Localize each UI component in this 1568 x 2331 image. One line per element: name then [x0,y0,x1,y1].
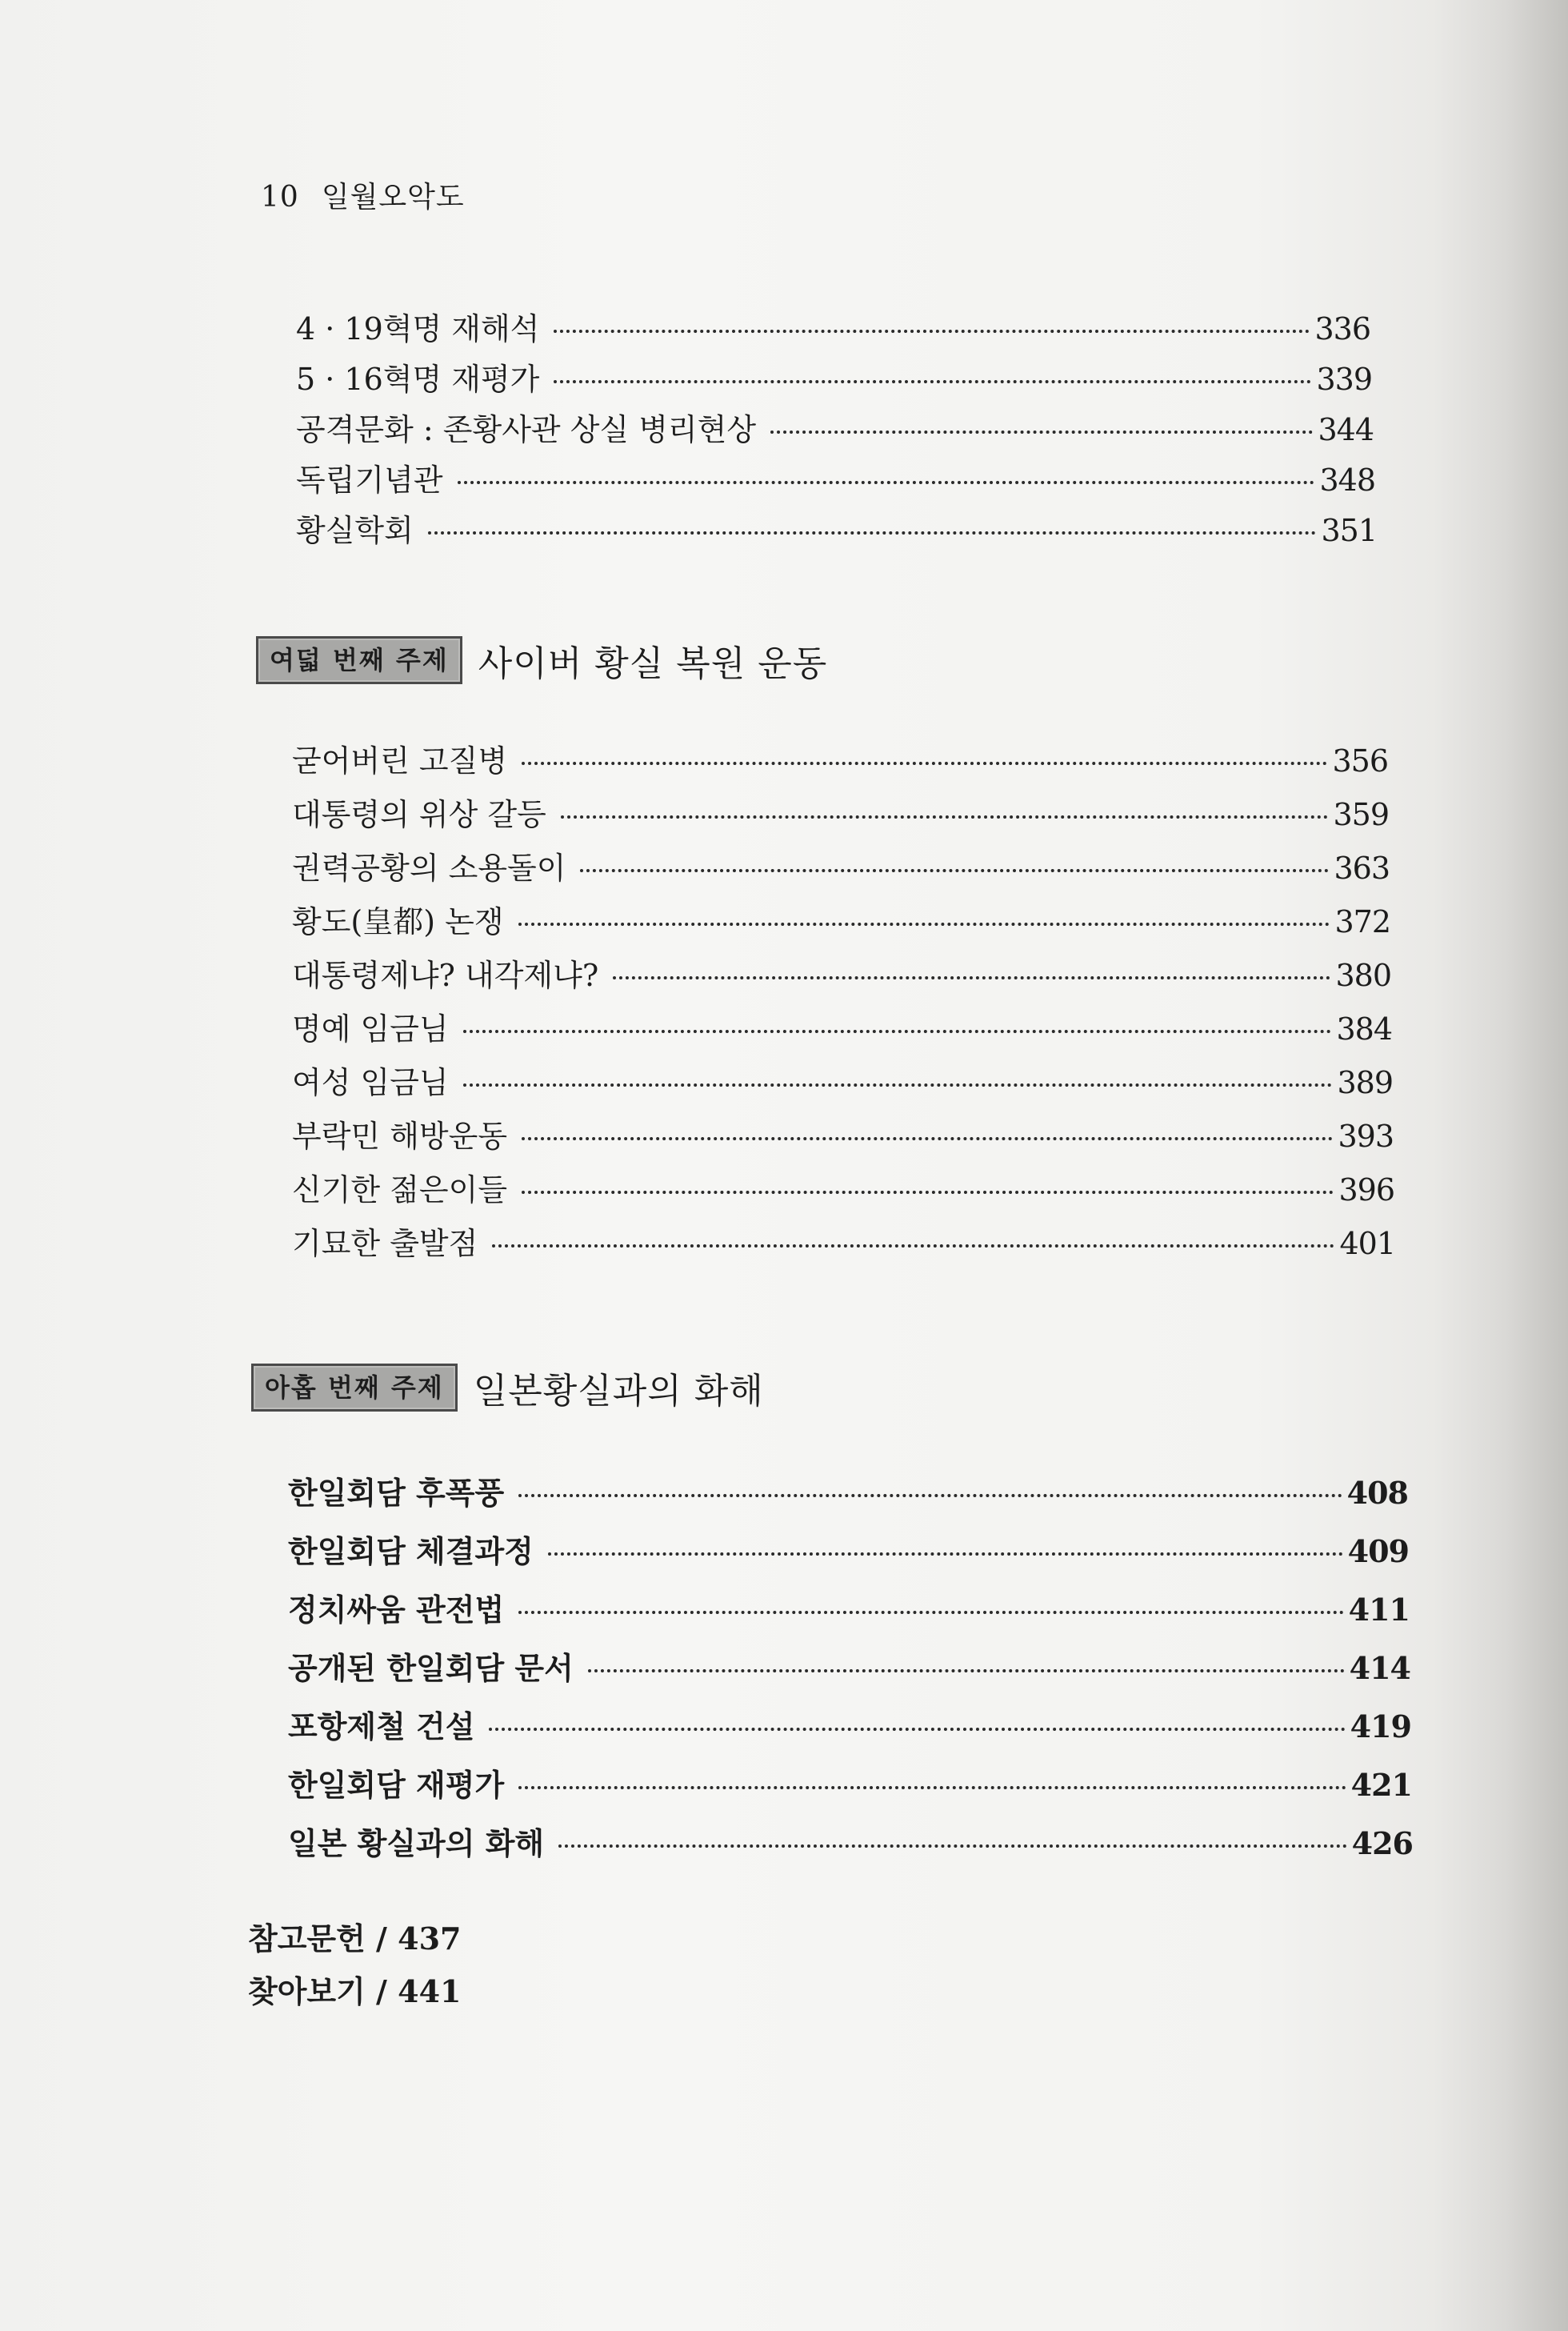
toc-entry-title: 대통령제냐? 내각제냐? [292,958,599,993]
section-title: 일본황실과의 화해 [473,1371,764,1412]
dot-leader [580,869,1329,872]
toc-entry [292,1004,1392,1048]
toc-entry-title: 공개된 한일회담 문서 [288,1650,574,1686]
toc-entry [288,1702,1411,1746]
book-title: 일월오악도 [321,181,465,214]
dot-leader [518,1786,1346,1789]
toc-entry-page: 372 [1334,904,1390,939]
toc-entry-title: 독립기념관 [296,463,443,498]
toc-entry-page: 348 [1319,463,1375,498]
toc-entry [292,897,1390,941]
toc-entry [288,1468,1408,1512]
toc-entry [296,354,1372,399]
toc-entry [296,455,1375,499]
toc-entry-page: 426 [1351,1825,1413,1861]
section-title: 사이버 황실 복원 운동 [478,643,828,684]
dot-leader [458,481,1315,484]
toc-entry-page: 380 [1335,958,1391,993]
toc-entry-page: 411 [1348,1592,1410,1628]
toc-entry-page: 389 [1337,1065,1393,1100]
toc-entry [292,1165,1394,1209]
dot-leader [554,330,1310,333]
toc-entry [296,506,1377,550]
dot-leader [554,380,1311,383]
dot-leader [548,1552,1343,1556]
toc-entry [296,304,1370,348]
toc-entry [288,1527,1409,1571]
toc-entry-page: 351 [1321,513,1377,548]
toc-entry-title: 한일회담 후폭풍 [288,1475,505,1511]
toc-entry-title: 황도(皇都) 논쟁 [292,904,504,939]
toc-entry [292,1111,1394,1155]
toc-entry-page: 401 [1339,1226,1395,1261]
toc-entry-title: 부락민 해방운동 [292,1119,508,1154]
toc-entry-page: 344 [1318,412,1374,447]
dot-leader [518,923,1330,926]
dot-leader [522,1137,1333,1140]
dot-leader [489,1728,1345,1731]
dot-leader [518,1611,1343,1614]
toc-entry-page: 384 [1336,1011,1392,1047]
toc-entry-title: 일본 황실과의 화해 [288,1825,545,1861]
toc-entry [288,1819,1413,1863]
toc-entry-title: 기묘한 출발점 [292,1226,478,1261]
toc-entry-title: 공격문화 : 존황사관 상실 병리현상 [296,412,757,447]
toc-entry-title: 정치싸움 관전법 [288,1592,505,1628]
dot-leader [463,1083,1333,1087]
toc-entry [288,1760,1412,1804]
toc-entry-title: 한일회담 체결과정 [288,1533,534,1569]
toc-entry [288,1585,1410,1629]
toc-entry [292,1219,1395,1263]
toc-entry-title: 한일회담 재평가 [288,1767,505,1803]
toc-entry-page: 336 [1314,311,1370,346]
dot-leader [558,1844,1347,1848]
toc-entry [292,790,1389,834]
toc-entry-title: 권력공황의 소용돌이 [292,851,566,886]
toc-entry-page: 339 [1316,362,1372,397]
toc-entry-title: 5 · 16혁명 재평가 [296,362,540,397]
toc-entry [292,1058,1393,1102]
toc-entry [292,843,1390,887]
toc-entry-title: 4 · 19혁명 재해석 [296,311,540,346]
dot-leader [492,1244,1334,1248]
toc-entry-title: 황실학회 [296,513,414,548]
appendix-index: 찾아보기 / 441 [248,1973,462,2009]
toc-entry-page: 363 [1334,851,1390,886]
toc-entry-page: 414 [1349,1650,1410,1686]
dot-leader [518,1494,1342,1497]
toc-entry-page: 419 [1350,1708,1411,1744]
toc-entry-title: 굳어버린 고질병 [292,743,508,779]
dot-leader [522,1191,1334,1194]
toc-entry [292,736,1388,780]
toc-entry-page: 356 [1332,743,1388,779]
section-badge: 여덟 번째 주제 [256,636,462,684]
toc-entry-page: 393 [1338,1119,1394,1154]
page-number: 10 [261,181,299,214]
toc-entry [296,405,1374,449]
section-9-heading [251,1362,764,1413]
toc-entry-page: 408 [1346,1475,1408,1511]
dot-leader [428,531,1317,535]
toc-entry-page: 396 [1338,1172,1394,1208]
dot-leader [463,1030,1332,1033]
toc-entry [292,951,1391,995]
toc-entry-title: 명예 임금님 [292,1011,449,1047]
section-8-heading [256,635,827,686]
dot-leader [770,431,1313,434]
toc-entry-page: 359 [1333,797,1389,832]
toc-entry-title: 여성 임금님 [292,1065,449,1100]
toc-entry-page: 409 [1347,1533,1409,1569]
dot-leader [613,976,1330,979]
dot-leader [522,762,1327,765]
toc-entry [288,1644,1410,1688]
section-badge: 아홉 번째 주제 [251,1364,458,1412]
toc-entry-title: 대통령의 위상 갈등 [292,797,546,832]
toc-entry-title: 신기한 젊은이들 [292,1172,508,1208]
toc-entry-page: 421 [1350,1767,1412,1803]
dot-leader [588,1669,1345,1672]
toc-entry-title: 포항제철 건설 [288,1708,475,1744]
dot-leader [561,815,1329,819]
appendix-references: 참고문헌 / 437 [248,1920,462,1957]
